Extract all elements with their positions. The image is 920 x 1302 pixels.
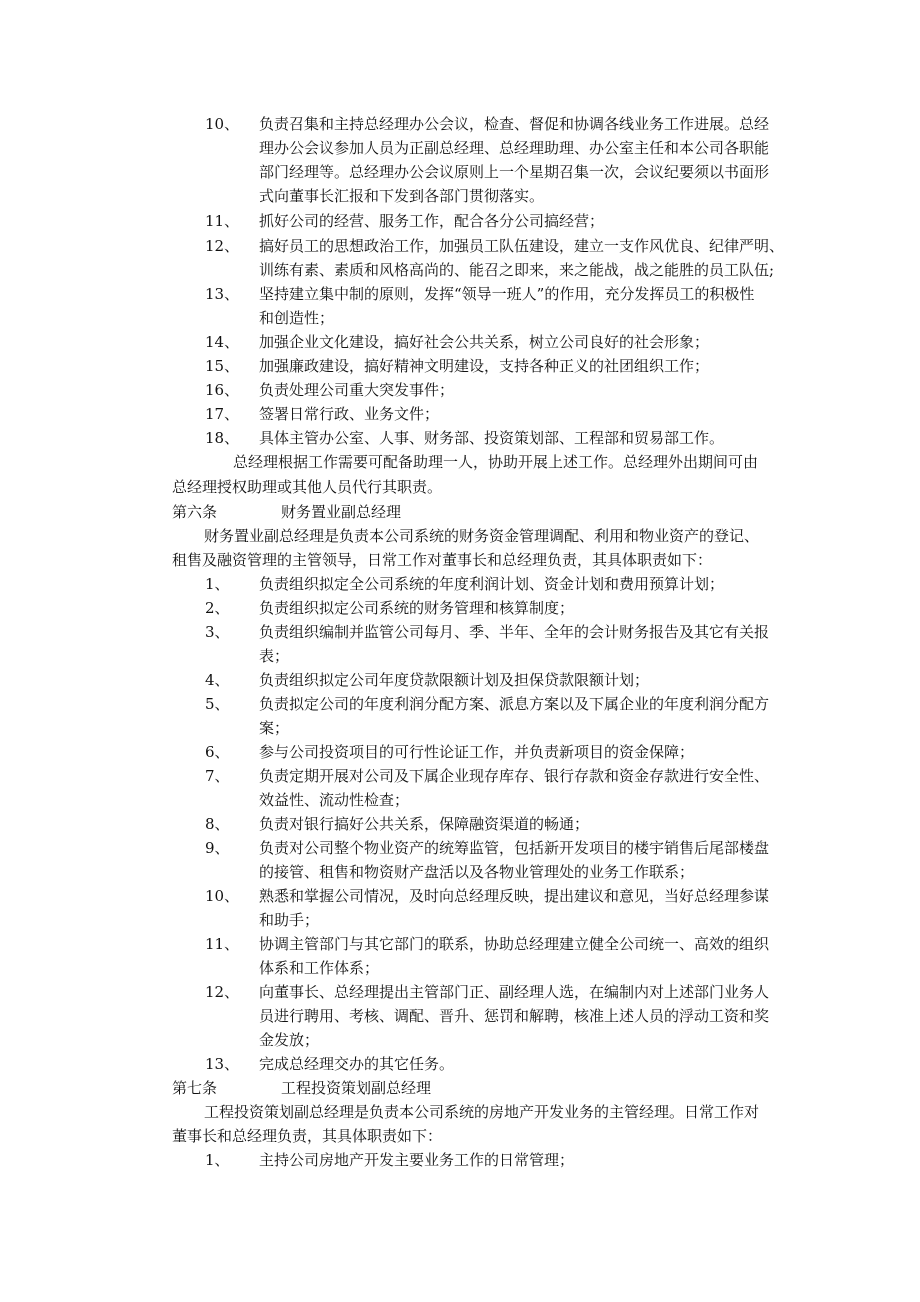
item-text: 表；	[259, 647, 290, 665]
item-text: 抓好公司的经营、服务工作，配合各分公司搞经营；	[259, 212, 605, 230]
item-text: 具体主管办公室、人事、财务部、投资策划部、工程部和贸易部工作。	[259, 429, 725, 447]
article-6-intro: 财务置业副总经理是负责本公司系统的财务资金管理调配、利用和物业资产的登记、	[204, 527, 760, 545]
item-text: 加强企业文化建设，搞好社会公共关系，树立公司良好的社会形象；	[259, 333, 710, 351]
item-number: 11、	[205, 935, 240, 953]
item-text: 坚持建立集中制的原则，发挥“领导一班人”的作用，充分发挥员工的积极性	[259, 285, 755, 303]
item-text: 体系和工作体系；	[259, 959, 380, 977]
item-number: 11、	[205, 212, 240, 230]
item-text: 负责组织拟定全公司系统的年度利润计划、资金计划和费用预算计划；	[259, 575, 725, 593]
item-text: 训练有素、素质和风格高尚的、能召之即来，来之能战，战之能胜的员工队伍;	[259, 261, 775, 279]
article-7-label: 第七条	[172, 1079, 218, 1097]
item-text: 加强廉政建设，搞好精神文明建设，支持各种正义的社团组织工作；	[259, 357, 710, 375]
item-number: 5、	[205, 695, 230, 713]
item-number: 4、	[205, 671, 230, 689]
item-number: 9、	[205, 839, 230, 857]
item-text: 熟悉和掌握公司情况，及时向总经理反映，提出建议和意见，当好总经理参谋	[259, 887, 770, 905]
item-number: 12、	[205, 237, 240, 255]
item-text: 案；	[259, 719, 290, 737]
item-number: 18、	[205, 429, 240, 447]
item-text: 负责召集和主持总经理办公会议，检查、督促和协调各线业务工作进展。总经	[259, 115, 770, 133]
article-7-intro: 董事长和总经理负责，其具体职责如下：	[172, 1127, 443, 1145]
item-text: 负责定期开展对公司及下属企业现存库存、银行存款和资金存款进行安全性、	[259, 767, 770, 785]
item-number: 1、	[205, 575, 230, 593]
item-text: 完成总经理交办的其它任务。	[259, 1055, 455, 1073]
item-text: 负责组织编制并监管公司每月、季、半年、全年的会计财务报告及其它有关报	[259, 623, 770, 641]
item-text: 负责拟定公司的年度利润分配方案、派息方案以及下属企业的年度利润分配方	[259, 695, 770, 713]
item-text: 理办公会议参加人员为正副总经理、总经理助理、办公室主任和本公司各职能	[259, 139, 770, 157]
article-6-label: 第六条	[172, 503, 218, 521]
item-text: 主持公司房地产开发主要业务工作的日常管理；	[259, 1151, 575, 1169]
item-text: 的接管、租售和物资财产盘活以及各物业管理处的业务工作联系；	[259, 863, 695, 881]
item-number: 2、	[205, 599, 230, 617]
item-text: 负责对银行搞好公共关系，保障融资渠道的畅通；	[259, 815, 590, 833]
item-number: 17、	[205, 405, 240, 423]
sec5-note-line: 总经理授权助理或其他人员代行其职责。	[172, 478, 443, 496]
item-text: 向董事长、总经理提出主管部门正、副经理人选，在编制内对上述部门业务人	[259, 983, 770, 1001]
item-number: 1、	[205, 1151, 230, 1169]
item-number: 14、	[205, 333, 240, 351]
item-text: 负责组织拟定公司年度贷款限额计划及担保贷款限额计划；	[259, 671, 650, 689]
sec5-note-line: 总经理根据工作需要可配备助理一人，协助开展上述工作。总经理外出期间可由	[233, 453, 759, 471]
item-number: 3、	[205, 623, 230, 641]
item-text: 和助手；	[259, 911, 320, 929]
item-text: 负责处理公司重大突发事件；	[259, 381, 455, 399]
item-number: 12、	[205, 983, 240, 1001]
item-text: 效益性、流动性检查；	[259, 791, 410, 809]
item-text: 签署日常行政、业务文件；	[259, 405, 440, 423]
item-text: 搞好员工的思想政治工作，加强员工队伍建设，建立一支作风优良、纪律严明、	[259, 237, 785, 255]
item-text: 式向董事长汇报和下发到各部门贯彻落实。	[259, 187, 545, 205]
item-text: 参与公司投资项目的可行性论证工作，并负责新项目的资金保障；	[259, 743, 695, 761]
item-number: 10、	[205, 887, 240, 905]
item-number: 13、	[205, 285, 240, 303]
item-number: 10、	[205, 115, 240, 133]
item-text: 负责组织拟定公司系统的财务管理和核算制度；	[259, 599, 575, 617]
article-7-intro: 工程投资策划副总经理是负责本公司系统的房地产开发业务的主管经理。日常工作对	[204, 1103, 760, 1121]
item-number: 16、	[205, 381, 240, 399]
article-6-title: 财务置业副总经理	[281, 503, 402, 521]
item-text: 部门经理等。总经理办公会议原则上一个星期召集一次，会议纪要须以书面形	[259, 163, 770, 181]
item-text: 协调主管部门与其它部门的联系，协助总经理建立健全公司统一、高效的组织	[259, 935, 770, 953]
item-number: 6、	[205, 743, 230, 761]
item-text: 员进行聘用、考核、调配、晋升、惩罚和解聘，核准上述人员的浮动工资和奖	[259, 1007, 770, 1025]
item-text: 和创造性；	[259, 309, 335, 327]
item-number: 7、	[205, 767, 230, 785]
article-7-title: 工程投资策划副总经理	[281, 1079, 432, 1097]
item-number: 8、	[205, 815, 230, 833]
article-6-intro: 租售及融资管理的主管领导，日常工作对董事长和总经理负责，其具体职责如下：	[172, 551, 713, 569]
item-number: 15、	[205, 357, 240, 375]
item-number: 13、	[205, 1055, 240, 1073]
item-text: 金发放；	[259, 1031, 320, 1049]
item-text: 负责对公司整个物业资产的统筹监管，包括新开发项目的楼宇销售后尾部楼盘	[259, 839, 770, 857]
